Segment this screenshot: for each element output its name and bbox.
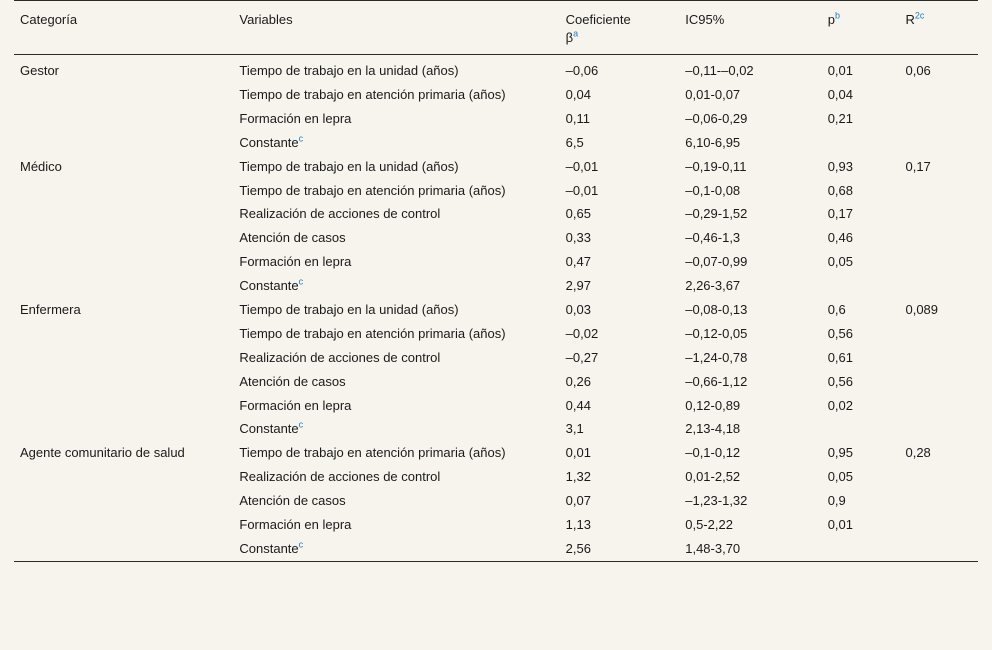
cell-coeficiente: 0,03 [565, 302, 591, 317]
table-row [14, 55, 978, 84]
cell-variable [233, 346, 559, 370]
table-row [14, 514, 978, 538]
cell-categoria [14, 346, 233, 370]
cell-categoria [14, 179, 233, 203]
cell-variable-label: Atención de casos [239, 373, 346, 389]
table-row [14, 394, 978, 418]
table-row [14, 131, 978, 155]
cell-categoria [14, 83, 233, 107]
cell-variable-label: Tiempo de trabajo en atención primaria (años) [239, 445, 506, 461]
cell-variable [233, 131, 559, 155]
cell-variable [233, 442, 559, 466]
cell-variable [233, 251, 559, 275]
cell-variable [233, 299, 559, 323]
cell-coeficiente: 0,65 [565, 206, 591, 222]
cell-categoria [14, 131, 233, 155]
footnote-marker-c: c [298, 133, 304, 144]
table-row [14, 418, 978, 442]
cell-p: 0,95 [827, 445, 854, 461]
table-row [14, 83, 978, 107]
cell-ic95: –0,11-–0,02 [685, 63, 754, 79]
cell-variable-label: Realización de acciones de control [239, 469, 441, 485]
cell-variable-label: Formación en lepra [239, 254, 352, 270]
cell-r2 [899, 275, 978, 299]
cell-r2 [899, 322, 978, 346]
cell-categoria [14, 537, 233, 561]
cell-p: 0,61 [827, 349, 854, 365]
table-head [14, 1, 978, 55]
cell-r2 [899, 370, 978, 394]
cell-variable [233, 203, 559, 227]
cell-coeficiente: 0,04 [565, 86, 591, 102]
column-header-categoria-label: Categoría [20, 12, 78, 27]
column-header-variables [233, 1, 559, 55]
cell-p: 0,01 [827, 517, 854, 533]
column-header-p [822, 1, 900, 55]
cell-p: 0,01 [827, 63, 854, 79]
column-header-variables-label: Variables [239, 12, 293, 27]
cell-variable-label: Atención de casos [239, 230, 346, 246]
cell-coeficiente: –0,01 [565, 158, 599, 174]
cell-p: 0,6 [827, 302, 846, 317]
table-row [14, 346, 978, 370]
cell-variable [233, 155, 559, 179]
cell-variable [233, 466, 559, 490]
footnote-marker-a: a [573, 28, 579, 39]
cell-categoria [14, 322, 233, 346]
cell-variable-label: Constante [239, 134, 299, 150]
table-row [14, 322, 978, 346]
cell-variable-label: Formación en lepra [239, 110, 352, 126]
cell-variable-label: Tiempo de trabajo en la unidad (años) [239, 63, 459, 79]
cell-categoria [14, 490, 233, 514]
cell-coeficiente: 0,01 [565, 445, 591, 461]
table-row [14, 251, 978, 275]
cell-variable-label: Tiempo de trabajo en la unidad (años) [239, 158, 459, 174]
cell-variable [233, 490, 559, 514]
cell-variable-label: Formación en lepra [239, 397, 352, 413]
table-bottom-rule-row [14, 562, 978, 564]
cell-ic95: 0,01-2,52 [685, 469, 741, 485]
cell-ic95: 2,26-3,67 [685, 278, 741, 294]
cell-categoria: Agente comunitario de salud [20, 445, 185, 461]
column-header-coeficiente-label: Coeficiente [565, 12, 631, 27]
cell-coeficiente: –0,01 [565, 182, 599, 198]
cell-variable [233, 83, 559, 107]
table-row [14, 107, 978, 131]
cell-variable-label: Tiempo de trabajo en la unidad (años) [239, 302, 459, 317]
cell-categoria [14, 227, 233, 251]
cell-ic95: –0,46-1,3 [685, 230, 741, 246]
cell-r2 [899, 131, 978, 155]
cell-ic95: –1,24-0,78 [685, 349, 748, 365]
cell-r2 [899, 490, 978, 514]
cell-coeficiente: 0,47 [565, 254, 591, 270]
cell-coeficiente: 2,56 [565, 540, 591, 556]
cell-variable-label: Realización de acciones de control [239, 206, 441, 222]
cell-categoria [14, 107, 233, 131]
cell-coeficiente: 2,97 [565, 278, 591, 294]
cell-variable-label: Tiempo de trabajo en atención primaria (años) [239, 86, 506, 102]
cell-p [822, 275, 900, 299]
cell-p: 0,9 [827, 493, 846, 509]
cell-coeficiente: 0,33 [565, 230, 591, 246]
cell-variable-label: Constante [239, 278, 299, 294]
cell-coeficiente: –0,27 [565, 349, 599, 365]
table-row [14, 275, 978, 299]
cell-coeficiente: 6,5 [565, 134, 584, 150]
cell-coeficiente: –0,02 [565, 325, 599, 341]
table-row [14, 442, 978, 466]
cell-variable [233, 418, 559, 442]
cell-p: 0,56 [827, 373, 854, 389]
table-row [14, 370, 978, 394]
cell-variable [233, 514, 559, 538]
cell-p [822, 131, 900, 155]
cell-categoria [14, 370, 233, 394]
column-header-beta-symbol: β [565, 29, 574, 45]
cell-p: 0,17 [827, 206, 854, 222]
table-row [14, 490, 978, 514]
cell-variable [233, 370, 559, 394]
cell-ic95: 1,48-3,70 [685, 540, 741, 556]
cell-ic95: –0,1-0,08 [685, 182, 741, 198]
cell-categoria [14, 394, 233, 418]
cell-ic95: –0,19-0,11 [685, 158, 747, 174]
cell-variable [233, 55, 559, 84]
cell-r2 [899, 466, 978, 490]
cell-variable-label: Tiempo de trabajo en atención primaria (años) [239, 182, 506, 198]
cell-variable [233, 394, 559, 418]
cell-ic95: –0,1-0,12 [685, 445, 741, 461]
cell-r2 [899, 203, 978, 227]
cell-ic95: –1,23-1,32 [685, 493, 748, 509]
cell-categoria: Gestor [20, 63, 60, 79]
cell-coeficiente: 3,1 [565, 421, 584, 437]
cell-variable-label: Tiempo de trabajo en atención primaria (años) [239, 325, 506, 341]
column-header-p-label: p [827, 12, 835, 27]
cell-p: 0,05 [827, 254, 854, 270]
cell-ic95: 0,12-0,89 [685, 397, 741, 413]
cell-categoria [14, 203, 233, 227]
cell-variable [233, 107, 559, 131]
column-header-categoria [14, 1, 233, 55]
cell-coeficiente: 0,11 [565, 110, 591, 126]
cell-r2 [899, 514, 978, 538]
cell-ic95: 2,13-4,18 [685, 421, 741, 437]
cell-ic95: 6,10-6,95 [685, 134, 741, 150]
cell-r2 [899, 83, 978, 107]
cell-categoria: Enfermera [20, 302, 81, 317]
regression-results-table [14, 0, 978, 563]
cell-r2: 0,06 [905, 63, 931, 79]
cell-coeficiente: 1,32 [565, 469, 591, 485]
cell-r2 [899, 227, 978, 251]
column-header-r2-label: R [905, 12, 915, 27]
column-header-coeficiente [560, 1, 680, 55]
cell-p: 0,21 [827, 110, 854, 126]
footnote-marker-c: c [298, 539, 304, 550]
cell-ic95: –0,66-1,12 [685, 373, 748, 389]
cell-variable-label: Constante [239, 421, 299, 437]
cell-r2 [899, 179, 978, 203]
cell-categoria: Médico [20, 158, 62, 174]
cell-p: 0,05 [827, 469, 854, 485]
cell-r2 [899, 346, 978, 370]
cell-categoria [14, 514, 233, 538]
table-row [14, 227, 978, 251]
cell-r2 [899, 107, 978, 131]
cell-variable [233, 275, 559, 299]
cell-p [822, 418, 900, 442]
cell-variable [233, 322, 559, 346]
column-header-r2 [899, 1, 978, 55]
cell-p: 0,68 [827, 182, 854, 198]
table-header-row [14, 1, 978, 55]
table-row [14, 299, 978, 323]
cell-variable-label: Realización de acciones de control [239, 349, 441, 365]
cell-variable-label: Constante [239, 540, 299, 556]
cell-coeficiente: 1,13 [565, 517, 591, 533]
table-body [14, 55, 978, 562]
table-row [14, 203, 978, 227]
cell-r2 [899, 394, 978, 418]
cell-p: 0,46 [827, 230, 854, 246]
table-row [14, 537, 978, 561]
cell-ic95: –0,12-0,05 [685, 325, 748, 341]
cell-ic95: –0,07-0,99 [685, 254, 748, 270]
cell-coeficiente: 0,26 [565, 373, 591, 389]
cell-r2: 0,28 [905, 445, 931, 461]
cell-ic95: –0,08-0,13 [685, 302, 748, 317]
cell-p: 0,93 [827, 158, 854, 174]
cell-categoria [14, 466, 233, 490]
column-header-coeficiente-symbol-wrap [566, 29, 674, 47]
cell-variable [233, 179, 559, 203]
table-foot [14, 562, 978, 564]
cell-r2: 0,089 [905, 302, 939, 317]
cell-variable [233, 537, 559, 561]
cell-r2: 0,17 [905, 158, 931, 174]
cell-coeficiente: –0,06 [565, 63, 599, 79]
cell-ic95: –0,06-0,29 [685, 110, 748, 126]
cell-variable [233, 227, 559, 251]
table-row [14, 155, 978, 179]
cell-variable-label: Atención de casos [239, 493, 346, 509]
cell-coeficiente: 0,07 [565, 493, 591, 509]
table-bottom-rule [14, 562, 978, 564]
cell-ic95: 0,01-0,07 [685, 86, 741, 102]
cell-categoria [14, 275, 233, 299]
cell-variable-label: Formación en lepra [239, 517, 352, 533]
table-row [14, 466, 978, 490]
table-row [14, 179, 978, 203]
cell-r2 [899, 418, 978, 442]
column-header-ic95-label: IC95% [685, 12, 725, 27]
cell-r2 [899, 537, 978, 561]
cell-ic95: –0,29-1,52 [685, 206, 748, 222]
cell-categoria [14, 251, 233, 275]
cell-p: 0,04 [827, 86, 854, 102]
cell-categoria [14, 418, 233, 442]
footnote-marker-2c: 2c [914, 10, 925, 21]
cell-p [822, 537, 900, 561]
footnote-marker-b: b [834, 10, 840, 21]
footnote-marker-c: c [298, 276, 304, 287]
column-header-ic95 [679, 1, 821, 55]
cell-coeficiente: 0,44 [565, 397, 591, 413]
cell-p: 0,02 [827, 397, 854, 413]
cell-ic95: 0,5-2,22 [685, 517, 733, 533]
cell-r2 [899, 251, 978, 275]
cell-p: 0,56 [827, 325, 854, 341]
footnote-marker-c: c [298, 420, 304, 431]
